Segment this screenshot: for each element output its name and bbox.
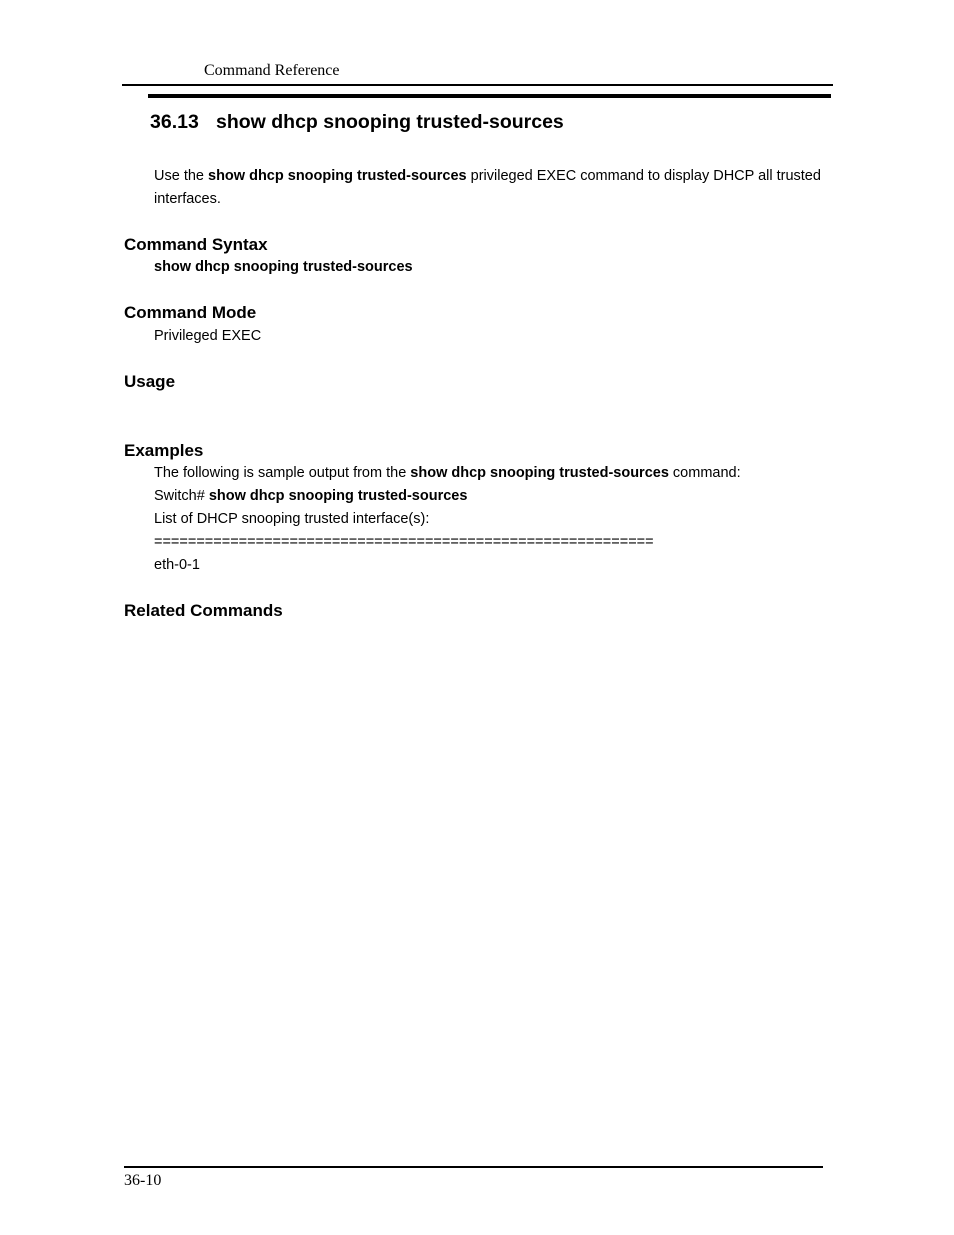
related-heading: Related Commands — [124, 601, 283, 620]
header-rule-thin — [122, 84, 833, 86]
examples-line-1-command: show dhcp snooping trusted-sources — [410, 465, 669, 481]
examples-interface: eth-0-1 — [154, 557, 200, 573]
section-title-text: show dhcp snooping trusted-sources — [216, 111, 564, 133]
intro-command: show dhcp snooping trusted-sources — [208, 168, 467, 184]
running-header: Command Reference — [204, 62, 340, 79]
examples-prompt-command: show dhcp snooping trusted-sources — [208, 488, 468, 504]
examples-line-1-prefix: The following is sample output from the — [154, 465, 411, 481]
section-number: 36.13 — [150, 111, 199, 133]
syntax-heading: Command Syntax — [124, 235, 268, 254]
examples-prompt: Switch# — [154, 488, 209, 504]
usage-heading: Usage — [124, 372, 176, 391]
page-number: 36-10 — [124, 1172, 162, 1189]
examples-heading: Examples — [124, 441, 204, 460]
mode-text: Privileged EXEC — [154, 328, 262, 344]
intro-paragraph — [154, 165, 834, 211]
intro-suffix: privileged EXEC command to display DHCP all trusted interfaces. — [154, 168, 821, 207]
examples-line-1-suffix: command: — [668, 465, 741, 481]
examples-separator: =========================================================== — [154, 534, 654, 550]
examples-output-title: List of DHCP snooping trusted interface(s): — [154, 511, 430, 527]
syntax-text: show dhcp snooping trusted-sources — [154, 259, 413, 275]
header-rule-thick — [148, 94, 831, 98]
section-title — [150, 111, 564, 134]
intro-prefix: Use the — [154, 168, 208, 184]
footer-rule — [124, 1166, 823, 1168]
mode-heading: Command Mode — [124, 303, 257, 322]
examples-line-1 — [154, 465, 741, 481]
examples-prompt-line — [154, 488, 467, 504]
